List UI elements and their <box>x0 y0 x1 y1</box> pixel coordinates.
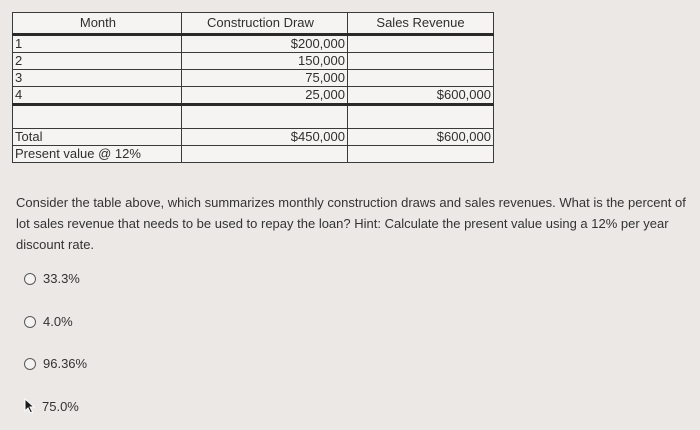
present-value-label: Present value @ 12% <box>13 146 182 163</box>
draw-cell: 25,000 <box>182 87 348 105</box>
spacer-cell <box>348 105 494 129</box>
present-value-row <box>13 146 494 163</box>
spacer-cell <box>13 105 182 129</box>
month-cell: 3 <box>13 70 182 87</box>
month-cell: 1 <box>13 35 182 53</box>
table-row <box>13 70 494 87</box>
option-label: 33.3% <box>43 271 80 286</box>
total-label: Total <box>13 129 182 146</box>
revenue-cell: $600,000 <box>348 87 494 105</box>
revenue-cell <box>348 70 494 87</box>
option-label: 75.0% <box>42 398 79 414</box>
table-row <box>13 35 494 53</box>
table-header-row <box>13 13 494 35</box>
pointer-cursor-icon <box>24 398 38 414</box>
option-label: 4.0% <box>43 314 73 329</box>
radio-button[interactable] <box>24 358 36 370</box>
header-construction-draw: Construction Draw <box>182 13 348 35</box>
header-sales-revenue: Sales Revenue <box>348 13 494 35</box>
revenue-cell <box>348 35 494 53</box>
revenue-cell <box>348 53 494 70</box>
option-label: 96.36% <box>43 356 88 371</box>
radio-button[interactable] <box>24 273 36 285</box>
draw-cell: $200,000 <box>182 35 348 53</box>
present-value-draw <box>182 146 348 163</box>
table-row <box>13 53 494 70</box>
total-revenue: $600,000 <box>348 129 494 146</box>
month-cell: 2 <box>13 53 182 70</box>
total-row <box>13 129 494 146</box>
present-value-revenue <box>348 146 494 163</box>
answer-option-1[interactable] <box>24 271 80 286</box>
draw-cell: 75,000 <box>182 70 348 87</box>
answer-option-3[interactable] <box>24 356 87 371</box>
question-text: Consider the table above, which summarizes monthly construction draws and sales revenues. What is the percent of lot sales revenue that needs to be used to repay the loan? Hint: Calculate the present value using a 12% per year discount rate. <box>16 195 686 252</box>
draws-revenue-table <box>12 12 494 163</box>
radio-button[interactable] <box>24 316 36 328</box>
answer-option-2[interactable] <box>24 314 73 329</box>
table-row <box>13 87 494 105</box>
month-cell: 4 <box>13 87 182 105</box>
answer-option-4[interactable] <box>24 398 79 414</box>
draw-cell: 150,000 <box>182 53 348 70</box>
header-month: Month <box>13 13 182 35</box>
spacer-cell <box>182 105 348 129</box>
total-draw: $450,000 <box>182 129 348 146</box>
data-table-container <box>12 12 494 163</box>
table-spacer-row <box>13 105 494 129</box>
